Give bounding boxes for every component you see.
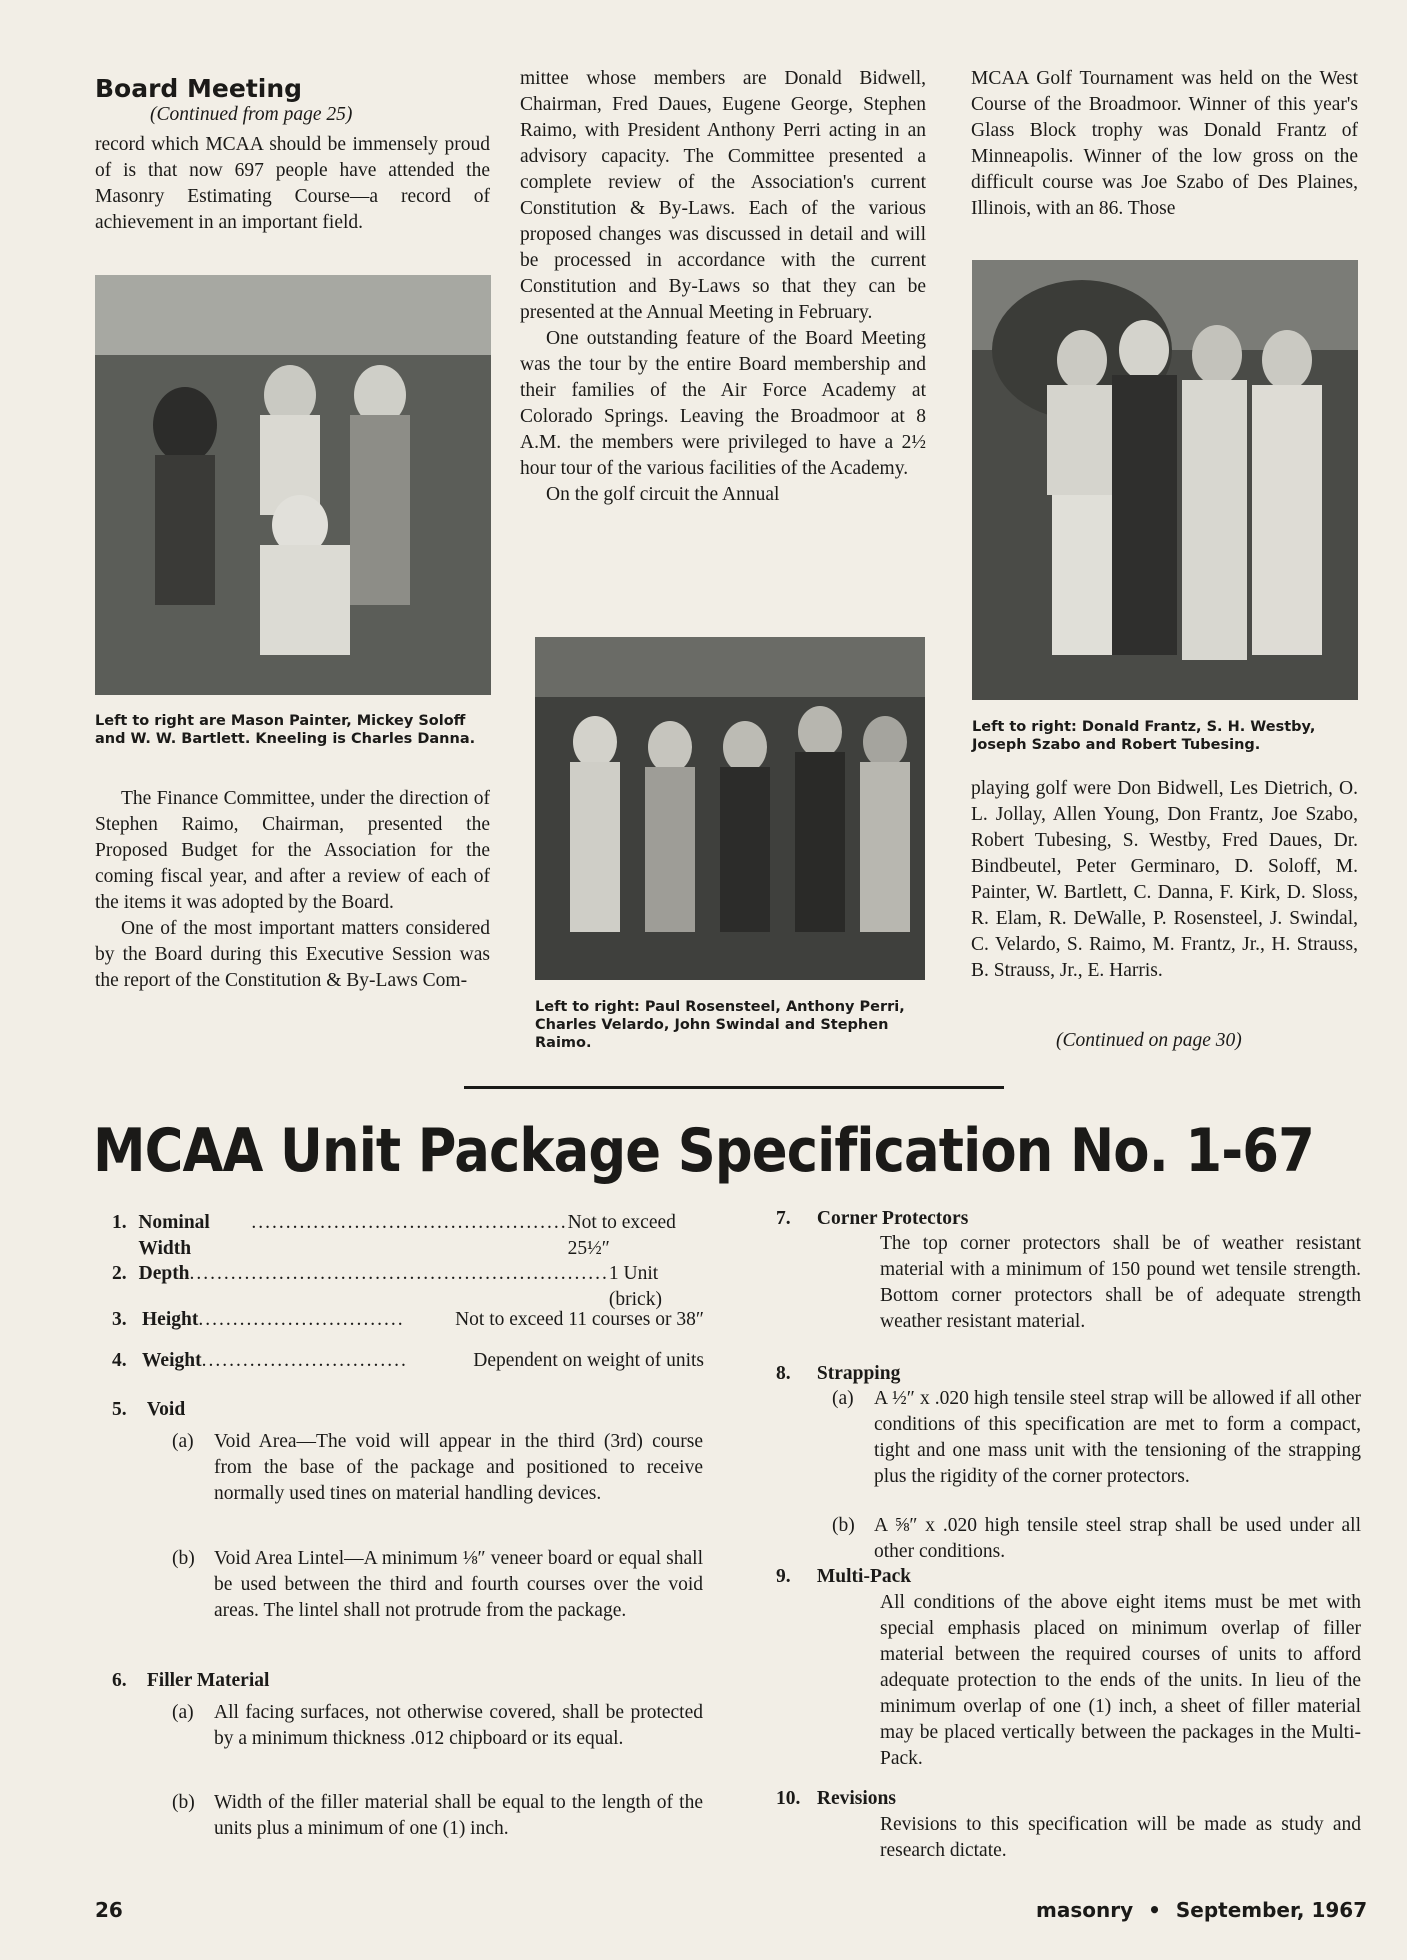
paragraph: One of the most important matters considered by the Board during this Executive Session was the report of the Constitution & By-Laws Com- [95, 918, 490, 991]
item-number: 4. [112, 1350, 127, 1371]
subitem-tag: (a) [172, 1702, 194, 1723]
spec-item-multi-pack [776, 1564, 911, 1590]
item-label: Nominal Width [138, 1212, 210, 1259]
item-label: Depth [138, 1263, 190, 1284]
footer-issue [1036, 1898, 1367, 1922]
spec-item-nominal-width: 1. Nominal Width .............................................. Not to exceed 25½″ [112, 1210, 704, 1262]
subitem-tag: (b) [172, 1792, 195, 1813]
item-number: 5. [112, 1399, 127, 1420]
subitem-tag: (a) [832, 1388, 854, 1409]
spec-subitem-5b [172, 1546, 703, 1624]
item-label: Height [142, 1309, 199, 1330]
spec-item-void [112, 1397, 185, 1423]
spec-subitem-5a [172, 1429, 703, 1507]
subitem-text: Void Area—The void will appear in the third (3rd) course from the base of the package and positioned to receive normally used tines on material handling devices. [214, 1431, 703, 1504]
spec-item-filler-material [112, 1668, 269, 1694]
subitem-tag: (b) [832, 1515, 855, 1536]
paragraph: record which MCAA should be immensely proud of is that now 697 people have attended the Masonry Estimating Course—a record of achievement in an important field. [95, 134, 490, 233]
spec-item-corner-protectors [776, 1206, 968, 1232]
item-label: Weight [142, 1350, 202, 1371]
item-label: Multi-Pack [816, 1566, 912, 1587]
item-text: All conditions of the above eight items must be met with special emphasis placed on minimum overlap of filler material between the required courses of units to afford adequate protection to the ends of the units. In lieu of the minimum overlap of one (1) inch, a sheet of filler material may be placed vertically between the packages in the Multi-Pack. [880, 1592, 1361, 1769]
item-number: 2. [112, 1263, 127, 1284]
spec-item-10-text [880, 1812, 1361, 1864]
item-number: 10. [776, 1788, 801, 1809]
item-value: Not to exceed 11 courses or 38″ [455, 1309, 704, 1330]
continued-from: (Continued from page 25) [150, 104, 353, 125]
spec-subitem-6a [172, 1700, 703, 1752]
paragraph: On the golf circuit the Annual [546, 484, 780, 505]
spec-item-7-text [880, 1231, 1361, 1335]
item-value: Not to exceed 25½″ [567, 1212, 676, 1259]
paragraph: mittee whose members are Donald Bidwell, Chairman, Fred Daues, Eugene George, Stephen Raimo, with President Anthony Perri acting in an advisory capacity. The Committee presented a complete review of the Association's current Constitution & By-Laws. Each of the various proposed changes was discussed in detail and will be processed in accordance with the current Constitution and By-Laws so that they can be presented at the Annual Meeting in February. [520, 68, 926, 323]
spec-subitem-8a [832, 1386, 1361, 1490]
paragraph: One outstanding feature of the Board Meeting was the tour by the entire Board membership and their families of the Air Force Academy at Colorado Springs. Leaving the Broadmoor at 8 A.M. the members were privileged to have a 2½ hour tour of the various facilities of the Academy. [520, 328, 926, 479]
item-label: Void [146, 1399, 186, 1420]
item-label: Revisions [816, 1788, 896, 1809]
paragraph: playing golf were Don Bidwell, Les Dietrich, O. L. Jollay, Allen Young, Don Frantz, Joe Szabo, Robert Tubesing, S. Westby, Fred Daues, Dr. Bindbeutel, Peter Germinaro, D. Soloff, M. Painter, W. Bartlett, C. Danna, F. Kirk, D. Sloss, R. Elam, R. DeWalle, P. Rosensteel, J. Swindal, C. Velardo, S. Raimo, M. Frantz, Jr., H. Strauss, B. Strauss, Jr., E. Harris. [971, 778, 1358, 981]
subitem-text: All facing surfaces, not otherwise covered, shall be protected by a minimum thickness .012 chipboard or its equal. [214, 1702, 703, 1749]
continued-on: (Continued on page 30) [1056, 1030, 1242, 1051]
item-label: Filler Material [146, 1670, 270, 1691]
issue-date: September, 1967 [1175, 1898, 1368, 1922]
spec-subitem-8b [832, 1513, 1361, 1565]
subitem-text: A ½″ x .020 high tensile steel strap will be allowed if all other conditions of this specification are met to form a compact, tight and one mass unit with the tensioning of the strapping plus the rigidity of the corner protectors. [874, 1388, 1361, 1487]
item-number: 8. [776, 1363, 791, 1384]
spec-item-strapping [776, 1361, 900, 1387]
caption-photo-right: Left to right: Donald Frantz, S. H. Westby, Joseph Szabo and Robert Tubesing. [972, 719, 1316, 753]
item-text: The top corner protectors shall be of weather resistant material with a minimum of 150 pound wet tensile strength. Bottom corner protectors shall be of adequate strength weather resistant material. [880, 1233, 1361, 1332]
spec-item-height: 3. Height .............................. Not to exceed 11 courses or 38″ [112, 1307, 704, 1333]
item-value: Dependent on weight of units [473, 1350, 704, 1371]
subitem-tag: (b) [172, 1548, 195, 1569]
spec-item-weight: 4. Weight .............................. Dependent on weight of units [112, 1348, 704, 1374]
subitem-tag: (a) [172, 1431, 194, 1452]
item-number: 3. [112, 1309, 127, 1330]
spec-item-revisions [776, 1786, 896, 1812]
item-number: 6. [112, 1670, 127, 1691]
paragraph: MCAA Golf Tournament was held on the West Course of the Broadmoor. Winner of this year's Glass Block trophy was Donald Frantz of Minneapolis. Winner of the low gross on the difficult course was Joe Szabo of Des Plaines, Illinois, with an 86. Those [971, 68, 1358, 219]
subitem-text: Width of the filler material shall be equal to the length of the units plus a minimum of one (1) inch. [214, 1792, 703, 1839]
item-number: 7. [776, 1208, 791, 1229]
spec-subitem-6b [172, 1790, 703, 1842]
subitem-text: A ⅝″ x .020 high tensile steel strap shall be used under all other conditions. [874, 1515, 1361, 1562]
spec-item-depth: 2. Depth ............................................................. 1 Unit (brick) [112, 1261, 704, 1313]
spec-item-9-text [880, 1590, 1361, 1772]
item-number: 9. [776, 1566, 791, 1587]
caption-photo-center: Left to right: Paul Rosensteel, Anthony Perri, Charles Velardo, John Swindal and Stephen Raimo. [535, 999, 905, 1051]
bullet-separator: • [1148, 1898, 1161, 1922]
paragraph: The Finance Committee, under the direction of Stephen Raimo, Chairman, presented the Proposed Budget for the Association for the coming fiscal year, and after a review of each of the items it was adopted by the Board. [95, 788, 490, 913]
page-number: 26 [95, 1898, 123, 1922]
caption-photo-left: Left to right are Mason Painter, Mickey Soloff and W. W. Bartlett. Kneeling is Charles Danna. [95, 713, 476, 747]
spec-title: MCAA Unit Package Specification No. 1-67 [93, 1116, 1314, 1186]
magazine-name: masonry [1036, 1898, 1134, 1922]
item-label: Corner Protectors [816, 1208, 969, 1229]
article-title: Board Meeting [95, 74, 303, 103]
item-label: Strapping [816, 1363, 901, 1384]
item-text: Revisions to this specification will be made as study and research dictate. [880, 1814, 1361, 1861]
item-value: 1 Unit (brick) [608, 1263, 662, 1310]
item-number: 1. [112, 1212, 127, 1233]
subitem-text: Void Area Lintel—A minimum ⅛″ veneer board or equal shall be used between the third and fourth courses over the void areas. The lintel shall not protrude from the package. [214, 1548, 703, 1621]
